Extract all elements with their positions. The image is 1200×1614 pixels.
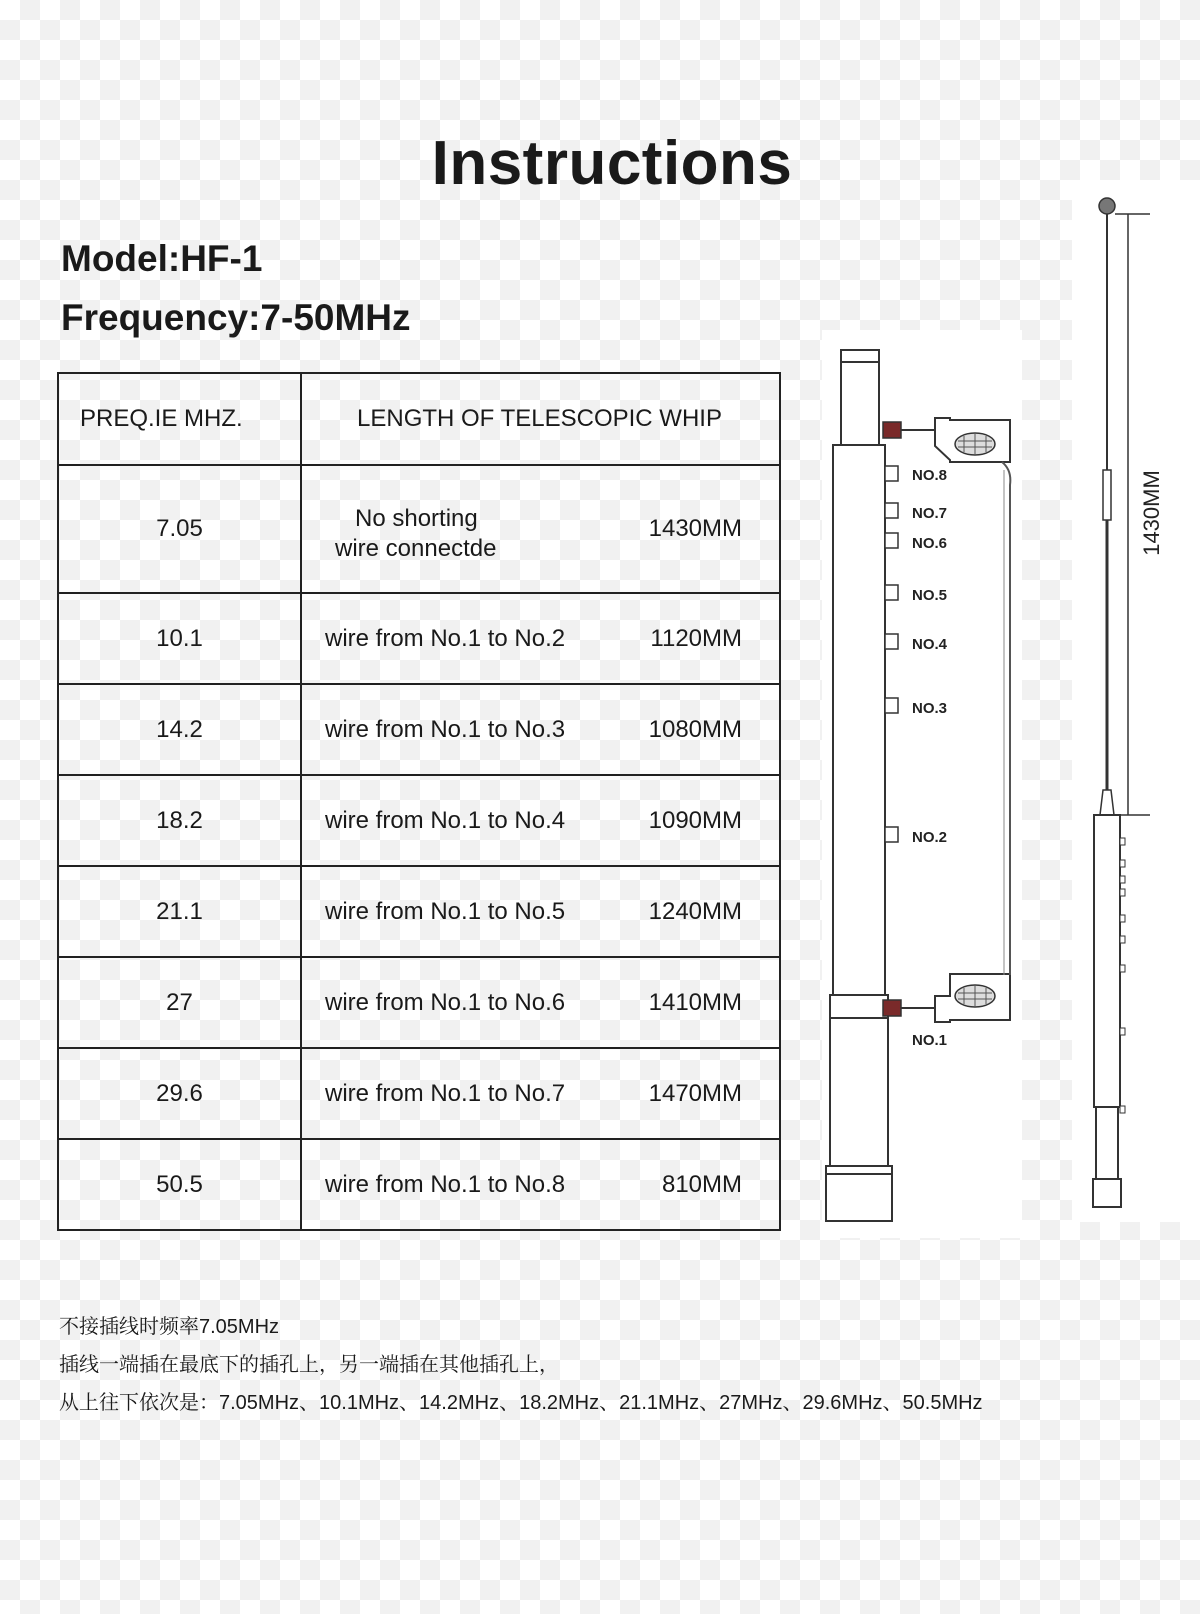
note-line-3: 从上往下依次是：7.05MHz、10.1MHz、14.2MHz、18.2MHz、21.1MHz、27MHz、29.6MHz、50.5MHz (59, 1392, 983, 1414)
freq-cell: 7.05 (58, 465, 301, 593)
header-length: LENGTH OF TELESCOPIC WHIP (301, 373, 780, 465)
header-frequency: PREQ.IE MHZ. (58, 373, 301, 465)
note-line-1: 不接插线时频率7.05MHz (59, 1316, 280, 1338)
length-value: 1080MM (648, 715, 742, 743)
port-label-no8: NO.8 (912, 467, 948, 484)
port-label-no6: NO.6 (912, 535, 948, 552)
wire-note: wire from No.1 to No.8 (325, 1170, 566, 1198)
tap-no4 (885, 634, 898, 649)
upper-plug-socket (883, 422, 901, 438)
frequency-label: Frequency:7-50MHz (61, 297, 411, 338)
wire-note-line2: wire connectde (335, 535, 497, 563)
length-value: 1410MM (648, 988, 742, 1016)
note-line-2: 插线一端插在最底下的插孔上，另一端插在其他插孔上， (59, 1354, 559, 1376)
port-label-no5: NO.5 (912, 587, 948, 604)
freq-cell: 29.6 (58, 1048, 301, 1139)
dimension-label: 1430MM (1139, 470, 1164, 556)
model-label: Model:HF-1 (61, 238, 263, 279)
port-label-no2: NO.2 (912, 829, 948, 846)
wire-note: wire from No.1 to No.7 (325, 1079, 566, 1107)
length-value: 810MM (661, 1170, 742, 1198)
port-label-no1: NO.1 (912, 1032, 948, 1049)
lower-plug-socket (883, 1000, 901, 1016)
wire-note: wire from No.1 to No.2 (325, 624, 566, 652)
length-value: 1120MM (650, 624, 742, 652)
page-title: Instructions (431, 129, 793, 198)
length-value: 1470MM (648, 1079, 742, 1107)
port-label-no3: NO.3 (912, 700, 948, 717)
tap-no6 (885, 533, 898, 548)
wire-note: wire from No.1 to No.3 (325, 715, 566, 743)
freq-cell: 27 (58, 957, 301, 1048)
length-value: 1090MM (648, 806, 742, 834)
freq-cell: 21.1 (58, 866, 301, 957)
freq-cell: 10.1 (58, 593, 301, 684)
tap-no2 (885, 827, 898, 842)
tap-no3 (885, 698, 898, 713)
chinese-notes (59, 1308, 983, 1422)
length-value: 1240MM (648, 897, 742, 925)
wire-note: wire from No.1 to No.4 (325, 806, 566, 834)
freq-cell: 14.2 (58, 684, 301, 775)
tap-no7 (885, 503, 898, 518)
wire-note-line1: No shorting (355, 505, 478, 533)
wire-note: wire from No.1 to No.6 (325, 988, 566, 1016)
port-label-no4: NO.4 (912, 636, 948, 653)
port-label-no7: NO.7 (912, 505, 948, 522)
freq-cell: 18.2 (58, 775, 301, 866)
freq-cell: 50.5 (58, 1139, 301, 1230)
whip-tip-ball (1099, 198, 1115, 214)
tap-no8 (885, 466, 898, 481)
right-diagram-backdrop (1072, 180, 1200, 1222)
wire-note: wire from No.1 to No.5 (325, 897, 566, 925)
tap-no5 (885, 585, 898, 600)
length-value: 1430MM (648, 515, 742, 542)
